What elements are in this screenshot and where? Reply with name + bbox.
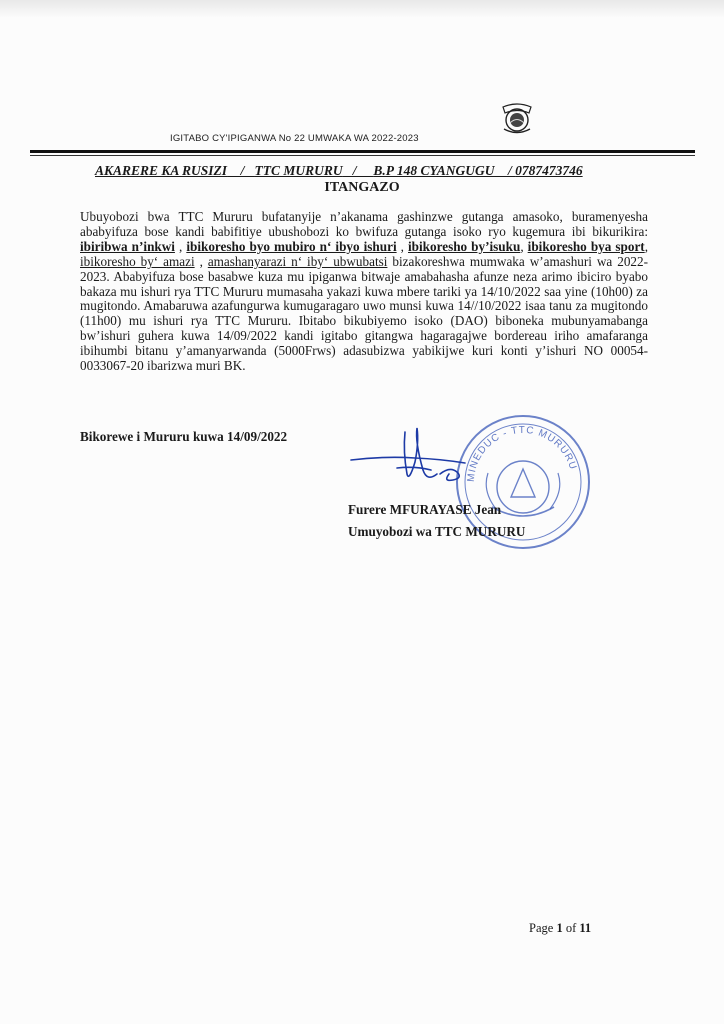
gazette-reference: IGITABO CY'IPIGANWA No 22 UMWAKA WA 2022-2023	[170, 133, 419, 144]
signatory-name: Furere MFURAYASE Jean	[348, 502, 502, 517]
stamp-text: MINEDUC - TTC MURURU	[465, 424, 579, 483]
letterhead: AKARERE KA RUSIZI / TTC MURURU / B.P 148 CYANGUGU / 0787473746	[95, 163, 583, 178]
header-rule-thin	[30, 155, 695, 156]
phone-number: 0787473746	[515, 163, 583, 178]
signature-icon	[345, 422, 495, 497]
item-office-supplies: ibikoresho byo mubiro n‘ ibyo ishuri	[186, 238, 397, 254]
page-number: Page 1 of 11	[529, 921, 592, 935]
notice-paragraph: Ubuyobozi bwa TTC Mururu bufatanyije n’akanama gashinzwe gutanga amasoko, buramenyesha ababyifuza bose kandi babifitiye ubushobozi ko bwifuza gutanga isoko ryo kugemura ibi bikurikira: ibiribwa n’inkwi , ibikoresho byo mubiro n‘ ibyo ishuri , ibikoresho by’isuku, ibikoresho bya sport, ibikoresho by‘ amazi , amashanyarazi n‘ iby‘ ubwubatsi bizakoreshwa mumwaka w’amashuri wa 2022-2023. Ababyifuza bose basabwe kuza mu ipiganwa bitwaje amabahasha afunze neza arimo ibiciro byabo bakaza mu ishuri rya TTC Mururu mumasaha yakazi kuwa mbere tariki ya 14/10/2022 saa yine (10h00) za mugitondo. Amabaruwa azafungurwa kumugaragaro uwo munsi kuwa 14//10/2022 isaa tanu za mugitondo (11h00) mu ishuri rya TTC Mururu. Ibitabo bikubiyemo isoko (DAO) biboneka mubunyamabanga bw’ishuri guhera kuwa 14/09/2022 kandi igitabo gitangwa hagaragajwe bordereau iriho amafaranga ibihumbi bitanu y’amanyarwanda (5000Frws) adasubizwa yabikijwe kuri konti y’ishuri NO 00054-0033067-20 ibarizwa muri BK.	[80, 209, 648, 374]
district-name: AKARERE KA RUSIZI	[95, 163, 228, 178]
scan-edge-shadow	[0, 0, 724, 18]
item-electrical-construction: amashanyarazi n‘ iby‘ ubwubatsi	[207, 253, 388, 269]
item-sport-equipment: ibikoresho bya sport	[527, 238, 645, 254]
header-rule-thick	[30, 150, 695, 153]
item-water-equipment: ibikoresho by‘ amazi	[80, 253, 195, 269]
school-name: TTC MURURU	[254, 163, 343, 178]
signatory-title: Umuyobozi wa TTC MURURU	[348, 524, 526, 539]
notice-title: ITANGAZO	[324, 180, 400, 195]
school-emblem-icon	[498, 99, 536, 137]
notice-body	[80, 210, 648, 374]
item-food-firewood: ibiribwa n’inkwi	[80, 238, 175, 254]
item-cleaning-supplies: ibikoresho by’isuku	[408, 238, 521, 254]
date-place-line: Bikorewe i Mururu kuwa 14/09/2022	[80, 429, 288, 444]
po-box: B.P 148 CYANGUGU	[373, 163, 495, 178]
